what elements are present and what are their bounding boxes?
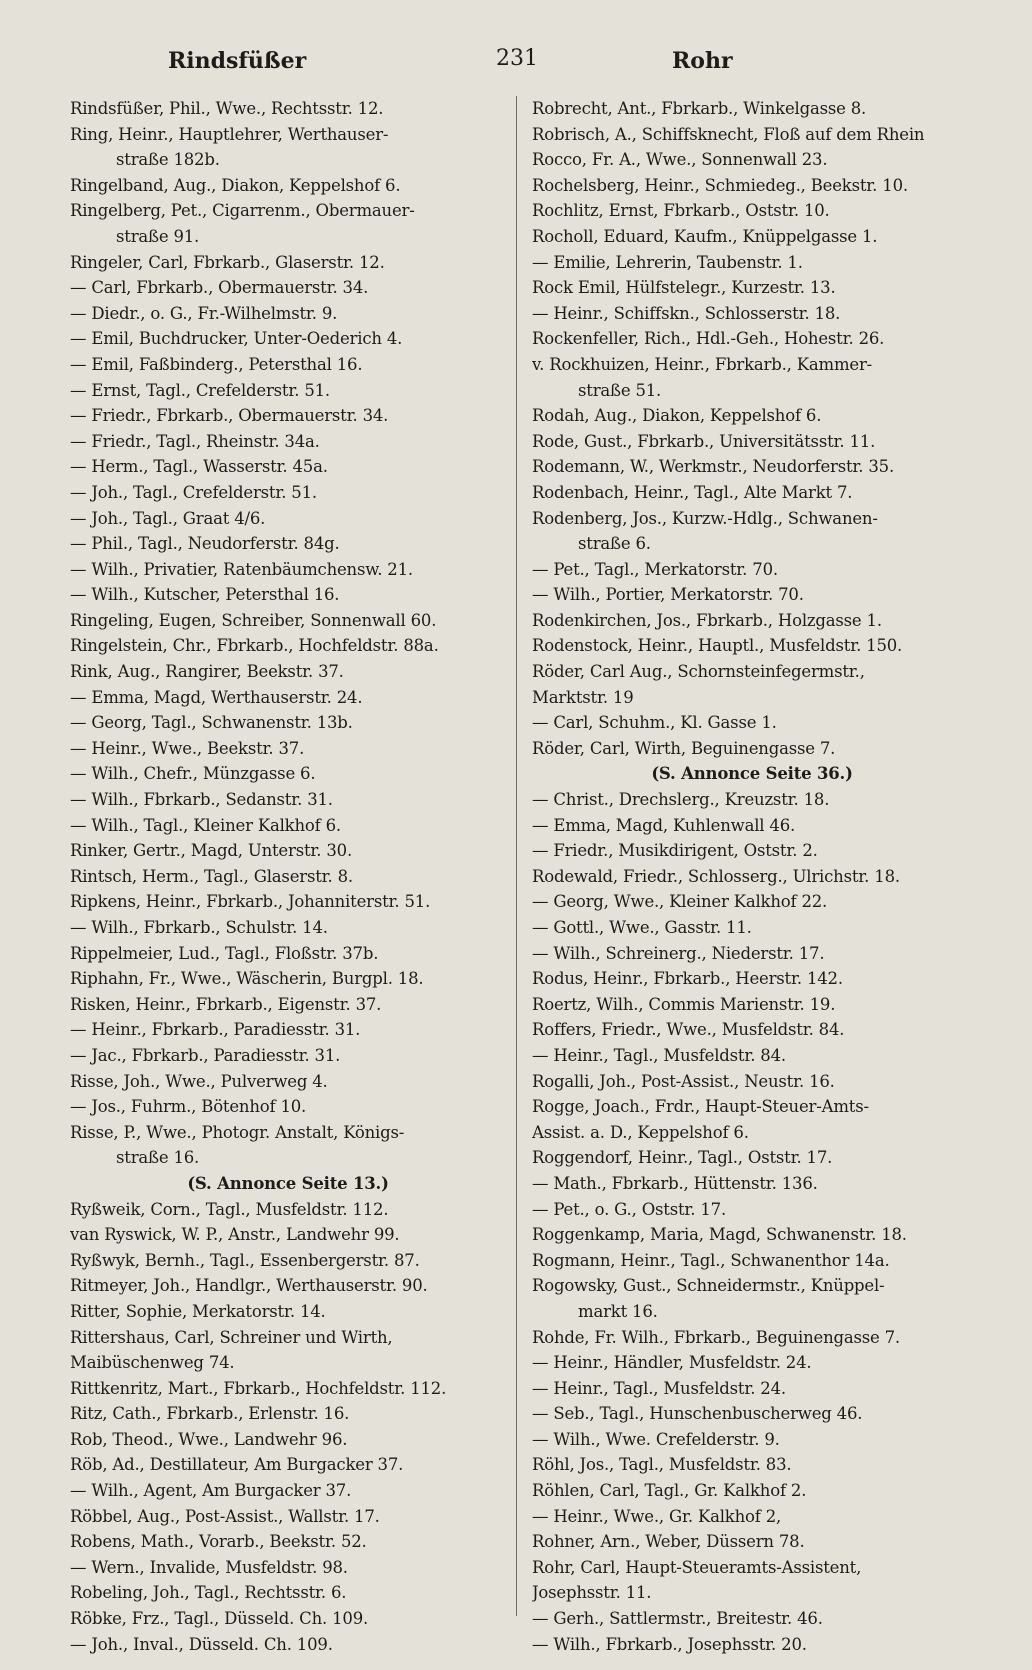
header-left-catchword: Rindsfüßer [168,48,307,74]
column-divider [516,96,517,1616]
directory-entry: Rochelsberg, Heinr., Schmiedeg., Beekstr. 10. [532,175,908,195]
directory-entry: Ringelberg, Pet., Cigarrenm., Obermauer- [70,201,415,221]
directory-entry: — Gottl., Wwe., Gasstr. 11. [532,918,752,937]
directory-entry: — Emil, Faßbinderg., Petersthal 16. [70,354,363,374]
directory-entry: — Heinr., Fbrkarb., Paradiesstr. 31. [70,1020,361,1040]
directory-entry: Rinker, Gertr., Magd, Unterstr. 30. [70,841,352,861]
directory-entry: Rodenkirchen, Jos., Fbrkarb., Holzgasse 1. [532,610,882,630]
directory-entry: Risken, Heinr., Fbrkarb., Eigenstr. 37. [70,994,382,1014]
directory-entry: — Pet., Tagl., Merkatorstr. 70. [532,559,778,579]
directory-entry: Rogalli, Joh., Post-Assist., Neustr. 16. [532,1071,835,1091]
directory-entry: — Seb., Tagl., Hunschenbuscherweg 46. [532,1404,863,1424]
directory-entry: — Herm., Tagl., Wasserstr. 45a. [70,457,328,477]
directory-entry: Ring, Heinr., Hauptlehrer, Werthauser- [70,124,389,144]
directory-entry: Rink, Aug., Rangirer, Beekstr. 37. [70,662,344,682]
directory-entry: — Friedr., Fbrkarb., Obermauerstr. 34. [70,406,389,426]
directory-entry: — Heinr., Tagl., Musfeldstr. 84. [532,1045,786,1065]
directory-entry: Rogge, Joach., Frdr., Haupt-Steuer-Amts- [532,1097,869,1117]
directory-entry: Rogmann, Heinr., Tagl., Schwanenthor 14a. [532,1250,890,1270]
directory-entry: — Emma, Magd, Werthauserstr. 24. [70,687,363,707]
directory-entry: — Wilh., Kutscher, Petersthal 16. [70,585,340,605]
directory-entry: Röbbel, Aug., Post-Assist., Wallstr. 17. [70,1506,380,1526]
directory-entry: — Pet., o. G., Oststr. 17. [532,1199,727,1219]
directory-entry: — Heinr., Schiffskn., Schlosserstr. 18. [532,303,841,323]
directory-entry: Ringelstein, Chr., Fbrkarb., Hochfeldstr. 88a. [70,636,439,656]
page-number: 231 [496,46,538,71]
directory-entry: — Emilie, Lehrerin, Taubenstr. 1. [532,252,803,272]
directory-entry: Ritmeyer, Joh., Handlgr., Werthauserstr. 90. [70,1276,428,1296]
directory-entry: — Wilh., Fbrkarb., Schulstr. 14. [70,918,328,937]
annonce-note: (S. Annonce Seite 36.) [651,764,853,784]
directory-entry: Ringeling, Eugen, Schreiber, Sonnenwall 60. [70,610,437,630]
directory-entry: Ripkens, Heinr., Fbrkarb., Johanniterstr. 51. [70,892,431,912]
directory-entry: — Wilh., Chefr., Münzgasse 6. [70,764,316,784]
directory-entry: Ritter, Sophie, Merkatorstr. 14. [70,1301,326,1321]
directory-entry: — Heinr., Wwe., Gr. Kalkhof 2, [532,1506,782,1526]
directory-entry: Assist. a. D., Keppelshof 6. [532,1122,749,1142]
directory-entry: — Carl, Schuhm., Kl. Gasse 1. [532,713,777,733]
entry-continuation: straße 182b. [116,150,220,170]
directory-entry: Rintsch, Herm., Tagl., Glaserstr. 8. [70,866,353,886]
directory-entry: Robens, Math., Vorarb., Beekstr. 52. [70,1532,367,1552]
header-right-catchword: Rohr [672,48,733,74]
directory-entry: — Wilh., Tagl., Kleiner Kalkhof 6. [70,815,341,835]
directory-entry: — Heinr., Tagl., Musfeldstr. 24. [532,1378,786,1398]
directory-entry: Roggendorf, Heinr., Tagl., Oststr. 17. [532,1148,833,1168]
directory-entry: Riphahn, Fr., Wwe., Wäscherin, Burgpl. 18. [70,969,424,989]
directory-entry: Rippelmeier, Lud., Tagl., Floßstr. 37b. [70,943,379,963]
entry-continuation: straße 51. [578,380,662,400]
directory-entry: Rittershaus, Carl, Schreiner und Wirth, [70,1327,393,1347]
directory-entry: — Wilh., Fbrkarb., Josephsstr. 20. [532,1634,807,1654]
directory-entry: — Emma, Magd, Kuhlenwall 46. [532,815,796,835]
directory-entry: — Jos., Fuhrm., Bötenhof 10. [70,1097,307,1117]
annonce-note: (S. Annonce Seite 13.) [187,1173,389,1193]
entry-continuation: straße 6. [578,534,651,554]
directory-entry: Rodewald, Friedr., Schlosserg., Ulrichstr. 18. [532,866,900,886]
directory-entry: Röder, Carl, Wirth, Beguinengasse 7. [532,738,836,758]
directory-entry: — Heinr., Wwe., Beekstr. 37. [70,738,305,758]
directory-entry: v. Rockhuizen, Heinr., Fbrkarb., Kammer- [532,354,873,374]
left-column [70,96,506,1657]
directory-entry: — Friedr., Musikdirigent, Oststr. 2. [532,841,818,861]
directory-entry: — Jac., Fbrkarb., Paradiesstr. 31. [70,1045,341,1065]
directory-entry: Rohner, Arn., Weber, Düssern 78. [532,1532,805,1552]
directory-entry: Rodenbach, Heinr., Tagl., Alte Markt 7. [532,482,853,502]
directory-entry: Rocco, Fr. A., Wwe., Sonnenwall 23. [532,150,828,170]
directory-entry: Ryßwyk, Bernh., Tagl., Essenbergerstr. 87. [70,1250,420,1270]
directory-entry: — Wilh., Schreinerg., Niederstr. 17. [532,943,825,963]
directory-entry: — Wilh., Agent, Am Burgacker 37. [70,1481,352,1501]
directory-entry: Robeling, Joh., Tagl., Rechtsstr. 6. [70,1583,347,1603]
directory-entry: Rocholl, Eduard, Kaufm., Knüppelgasse 1. [532,226,878,246]
directory-entry: Ringeler, Carl, Fbrkarb., Glaserstr. 12. [70,252,385,272]
directory-entry: Ritz, Cath., Fbrkarb., Erlenstr. 16. [70,1404,350,1424]
directory-entry: Roertz, Wilh., Commis Marienstr. 19. [532,994,836,1014]
directory-entry: Rock Emil, Hülfstelegr., Kurzestr. 13. [532,278,836,298]
directory-entry: Risse, P., Wwe., Photogr. Anstalt, Königs- [70,1122,405,1142]
directory-entry: — Math., Fbrkarb., Hüttenstr. 136. [532,1173,818,1193]
directory-entry: Röbke, Frz., Tagl., Düsseld. Ch. 109. [70,1609,369,1629]
directory-entry: Marktstr. 19 [532,687,634,707]
directory-entry: Rodus, Heinr., Fbrkarb., Heerstr. 142. [532,969,843,989]
directory-entry: — Wilh., Privatier, Ratenbäumchensw. 21. [70,559,413,579]
directory-entry: Ryßweik, Corn., Tagl., Musfeldstr. 112. [70,1199,389,1219]
directory-entry: Rohr, Carl, Haupt-Steueramts-Assistent, [532,1557,862,1577]
right-column [532,96,972,1657]
directory-entry: Röder, Carl Aug., Schornsteinfegermstr., [532,662,865,682]
directory-entry: Rob, Theod., Wwe., Landwehr 96. [70,1429,348,1449]
page-header [0,40,1032,80]
directory-entry: — Joh., Tagl., Crefelderstr. 51. [70,482,317,502]
directory-entry: Rode, Gust., Fbrkarb., Universitätsstr. 11. [532,431,876,451]
directory-entry: Roffers, Friedr., Wwe., Musfeldstr. 84. [532,1020,845,1040]
directory-entry: — Ernst, Tagl., Crefelderstr. 51. [70,380,330,400]
directory-entry: Röhlen, Carl, Tagl., Gr. Kalkhof 2. [532,1481,807,1501]
directory-entry: — Wern., Invalide, Musfeldstr. 98. [70,1557,348,1577]
directory-entry: Maibüschenweg 74. [70,1353,235,1373]
directory-entry: Roggenkamp, Maria, Magd, Schwanenstr. 18. [532,1225,907,1245]
entry-continuation: markt 16. [578,1301,658,1321]
directory-entry: — Joh., Inval., Düsseld. Ch. 109. [70,1634,333,1654]
directory-entry: Röb, Ad., Destillateur, Am Burgacker 37. [70,1455,404,1475]
directory-entry: Rindsfüßer, Phil., Wwe., Rechtsstr. 12. [70,99,384,118]
directory-entry: Rittkenritz, Mart., Fbrkarb., Hochfeldstr. 112. [70,1378,447,1398]
directory-entry: — Christ., Drechslerg., Kreuzstr. 18. [532,790,830,810]
directory-entry: Rochlitz, Ernst, Fbrkarb., Oststr. 10. [532,201,830,221]
directory-entry: Rodemann, W., Werkmstr., Neudorferstr. 35. [532,457,895,477]
directory-entry: — Wilh., Fbrkarb., Sedanstr. 31. [70,790,333,810]
directory-entry: Risse, Joh., Wwe., Pulverweg 4. [70,1071,328,1091]
directory-entry: — Carl, Fbrkarb., Obermauerstr. 34. [70,278,369,298]
directory-entry: Rodah, Aug., Diakon, Keppelshof 6. [532,406,822,426]
directory-entry: Robrisch, A., Schiffsknecht, Floß auf dem Rhein [532,124,925,144]
directory-entry: — Wilh., Portier, Merkatorstr. 70. [532,585,804,605]
directory-entry: — Wilh., Wwe. Crefelderstr. 9. [532,1429,780,1449]
directory-entry: Rodenberg, Jos., Kurzw.-Hdlg., Schwanen- [532,508,878,528]
directory-entry: Rogowsky, Gust., Schneidermstr., Knüppel- [532,1276,885,1296]
directory-entry: van Ryswick, W. P., Anstr., Landwehr 99. [70,1225,400,1245]
directory-entry: Rodenstock, Heinr., Hauptl., Musfeldstr. 150. [532,636,903,656]
directory-entry: Rockenfeller, Rich., Hdl.-Geh., Hohestr. 26. [532,329,885,349]
directory-entry: — Heinr., Händler, Musfeldstr. 24. [532,1353,812,1373]
directory-entry: Josephsstr. 11. [532,1583,652,1603]
directory-entry: — Phil., Tagl., Neudorferstr. 84g. [70,534,340,554]
directory-entry: Ringelband, Aug., Diakon, Keppelshof 6. [70,175,401,195]
directory-entry: — Joh., Tagl., Graat 4/6. [70,508,266,528]
directory-entry: — Friedr., Tagl., Rheinstr. 34a. [70,431,320,451]
directory-entry: Rohde, Fr. Wilh., Fbrkarb., Beguinengasse 7. [532,1327,900,1347]
directory-entry: Robrecht, Ant., Fbrkarb., Winkelgasse 8. [532,99,867,118]
directory-entry: — Emil, Buchdrucker, Unter-Oederich 4. [70,329,403,349]
directory-entry: Röhl, Jos., Tagl., Musfeldstr. 83. [532,1455,792,1475]
directory-entry: — Georg, Tagl., Schwanenstr. 13b. [70,713,353,733]
entry-continuation: straße 91. [116,226,200,246]
entry-continuation: straße 16. [116,1148,200,1168]
directory-entry: — Georg, Wwe., Kleiner Kalkhof 22. [532,892,828,912]
directory-entry: — Gerh., Sattlermstr., Breitestr. 46. [532,1609,823,1629]
directory-entry: — Diedr., o. G., Fr.-Wilhelmstr. 9. [70,303,338,323]
